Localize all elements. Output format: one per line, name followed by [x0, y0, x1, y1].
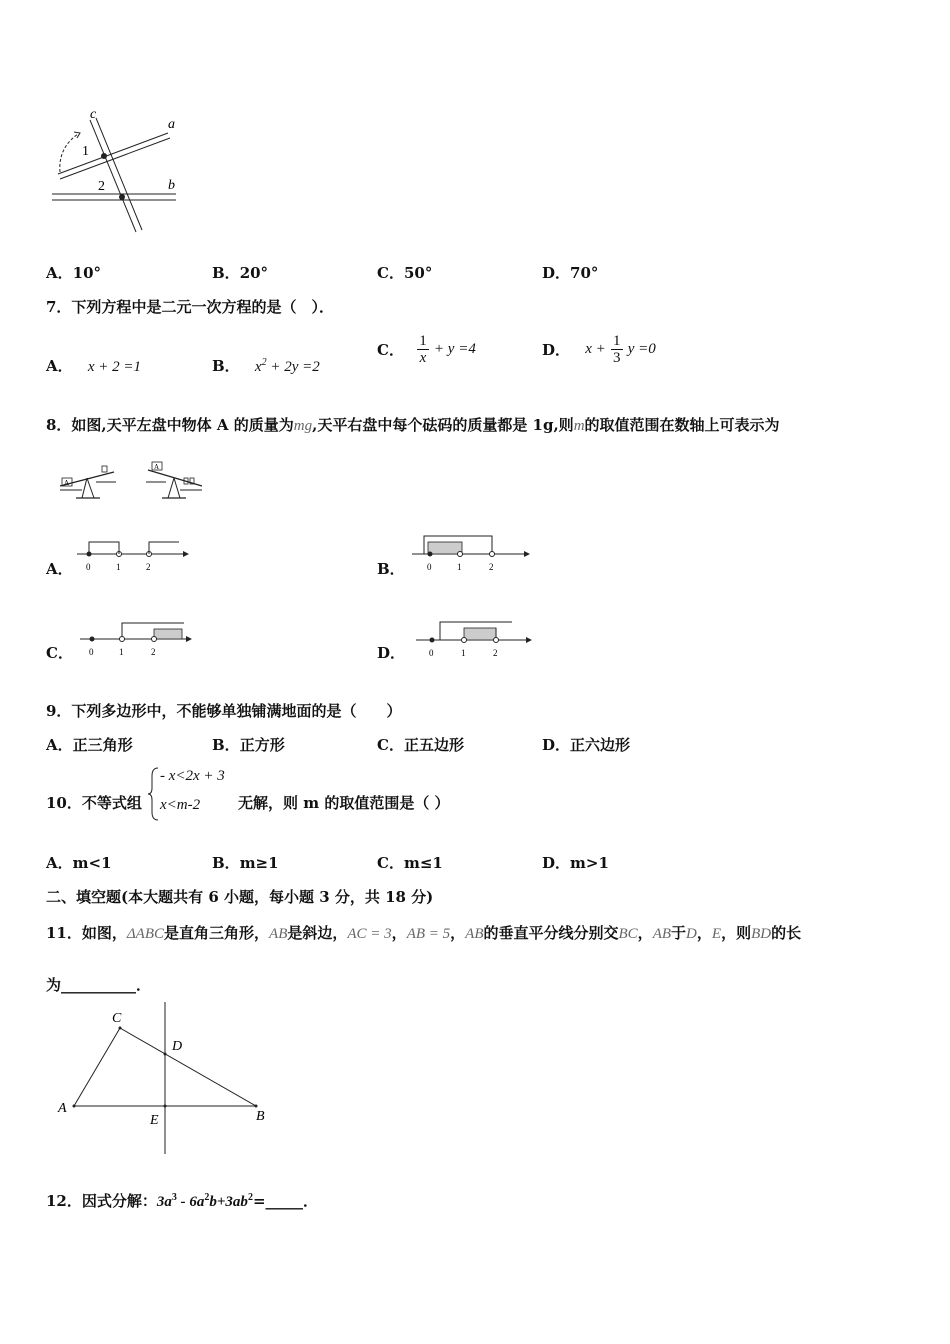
q7-option-d[interactable]: D． x + $\frac{1}{3}$ y =0	[542, 333, 656, 366]
q8-stem: 8．如图,天平左盘中物体 A 的质量为mg,天平右盘中每个砝码的质量都是 1g,则m的取值范围在数轴上可表示为	[46, 416, 780, 434]
number-line-d	[414, 616, 538, 660]
label-d: D	[172, 1039, 183, 1054]
svg-text:0: 0	[89, 647, 94, 657]
q10-option-c[interactable]: C．m≤1	[377, 854, 443, 872]
svg-text:2: 2	[493, 648, 498, 658]
q7-stem: 7．下列方程中是二元一次方程的是（ ）．	[46, 298, 334, 316]
q9-option-a[interactable]: A．正三角形	[46, 736, 133, 754]
q10-option-d[interactable]: D．m>1	[542, 854, 609, 872]
q9-option-b[interactable]: B．正方形	[212, 736, 285, 754]
rotation-arrow-icon	[60, 134, 78, 172]
label-2: 2	[98, 179, 105, 194]
q10-stem-prefix: 10．不等式组	[46, 794, 142, 812]
label-e: E	[150, 1113, 159, 1128]
q6-option-a[interactable]: A．10°	[46, 264, 102, 282]
svg-text:1: 1	[119, 647, 124, 657]
q7-d-fraction: $\frac{1}{3}$	[613, 333, 621, 366]
label-c: C	[112, 1011, 122, 1026]
svg-text:1: 1	[457, 562, 462, 572]
intersection-point-1	[101, 153, 107, 159]
rod-a	[58, 133, 170, 179]
label-a: A	[58, 1101, 67, 1116]
number-line-a	[75, 534, 195, 574]
balance-scales-figure	[52, 460, 212, 505]
q7-option-c[interactable]: C． $\frac{1}{x}$ + y =4	[377, 333, 476, 366]
label-b: b	[168, 178, 175, 193]
svg-text:0: 0	[427, 562, 432, 572]
svg-text:1: 1	[116, 562, 121, 572]
inequality-brace	[148, 766, 160, 822]
q11-stem: 11．如图，ΔABC是直角三角形，AB是斜边，AC = 3，AB = 5，AB的垂直平分线分别交BC，AB于D，E，则BD的长	[46, 924, 802, 942]
svg-text:0: 0	[429, 648, 434, 658]
section-title: 二、填空题(本大题共有 6 小题，每小题 3 分，共 18 分)	[46, 888, 434, 906]
q6-option-c[interactable]: C．50°	[377, 264, 433, 282]
q10-inequality-2: x<m-2	[160, 797, 201, 813]
q7-option-a[interactable]: A． x + 2 =1	[46, 357, 142, 375]
q7-c-fraction: $\frac{1}{x}$	[419, 333, 427, 366]
q10-stem-suffix: 无解，则 m 的取值范围是（ ）	[238, 794, 450, 812]
intersection-point-2	[119, 194, 125, 200]
svg-text:2: 2	[146, 562, 151, 572]
q10-inequality-1: - x<2x + 3	[160, 768, 225, 784]
svg-text:2: 2	[489, 562, 494, 572]
q10-option-b[interactable]: B．m≥1	[212, 854, 279, 872]
q10-option-a[interactable]: A．m<1	[46, 854, 112, 872]
number-line-c	[78, 617, 198, 659]
scale-left	[60, 466, 116, 498]
label-a: a	[168, 117, 175, 132]
number-line-b	[408, 532, 538, 574]
parallel-lines-figure	[40, 100, 200, 245]
q9-stem: 9．下列多边形中，不能够单独铺满地面的是（ ）	[46, 702, 402, 720]
q7-option-b[interactable]: B． $x^2 + 2y =2$	[212, 357, 320, 375]
q8-option-a[interactable]: A．	[46, 560, 73, 578]
q9-option-d[interactable]: D．正六边形	[542, 736, 631, 754]
q12-stem: 12．因式分解：$3a^3$ - $6a^2b+3ab^2=\_\_\_\_\_$．	[46, 1192, 319, 1210]
q7-a-expr: x + 2 =1	[87, 359, 142, 375]
q9-option-c[interactable]: C．正五边形	[377, 736, 464, 754]
side-cb	[120, 1028, 256, 1106]
label-c: c	[90, 107, 97, 122]
label-b: B	[256, 1109, 265, 1124]
q8-option-b[interactable]: B．	[377, 560, 405, 578]
label-1: 1	[82, 144, 89, 159]
q12-answer-blank[interactable]: =_____．	[252, 1192, 319, 1210]
svg-text:1: 1	[461, 648, 466, 658]
q8-option-c[interactable]: C．	[46, 644, 73, 662]
q12-expression: $3a^3 - 6a^2b+3ab^2$	[156, 1192, 253, 1210]
svg-text:0: 0	[86, 562, 91, 572]
svg-text:2: 2	[151, 647, 156, 657]
side-ac	[74, 1028, 120, 1106]
svg-text:A: A	[64, 479, 70, 487]
rod-b	[52, 194, 176, 200]
triangle-figure	[52, 1000, 282, 1160]
rod-c	[90, 118, 142, 232]
scale-right	[146, 462, 202, 498]
q6-option-d[interactable]: D．70°	[542, 264, 599, 282]
q7-b-expr: $x^2 + 2y =2$	[254, 357, 320, 375]
svg-text:A: A	[154, 463, 160, 471]
q8-option-d[interactable]: D．	[377, 644, 406, 662]
q11-answer-blank[interactable]: 为__________．	[46, 976, 152, 994]
q6-option-b[interactable]: B．20°	[212, 264, 269, 282]
